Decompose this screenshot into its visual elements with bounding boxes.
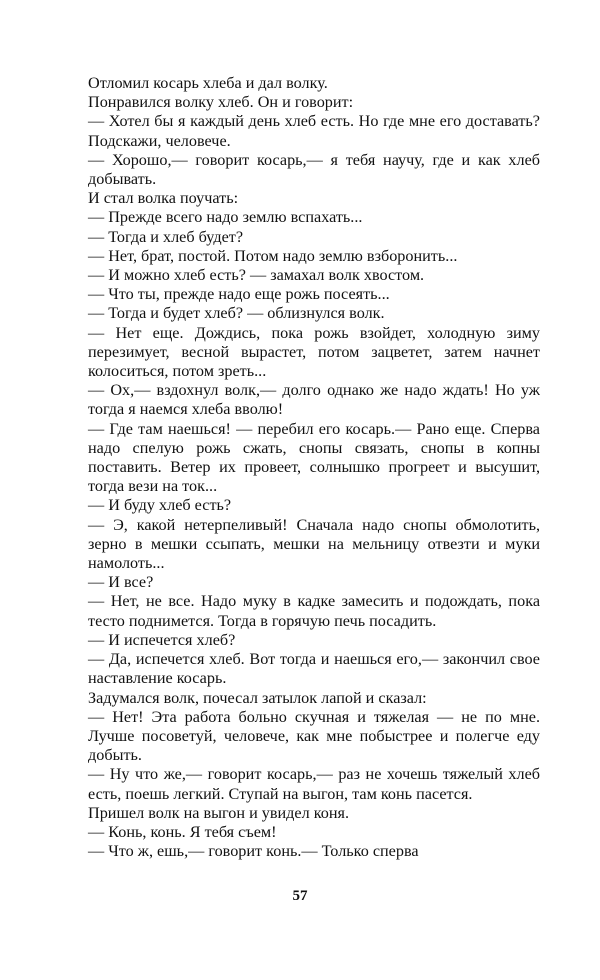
paragraph: — Где там наешься! — перебил его косарь.— Рано еще. Сперва надо спелую рожь сжать, снопы связать, снопы в копны поставить. Ветер их провеет, солнышко прогреет и высушит, тогда вези на ток... <box>88 419 540 496</box>
paragraph: — Тогда и хлеб будет? <box>88 227 244 246</box>
paragraph: — Нет, брат, постой. Потом надо землю взборонить... <box>88 246 458 265</box>
paragraph: И стал волка поучать: <box>88 189 239 208</box>
paragraph: — Что ты, прежде надо еще рожь посеять... <box>88 285 390 304</box>
paragraph: — Нет! Эта работа больно скучная и тяжелая — не по мне. Лучше посоветуй, человече, как мне побыстрее и полегче еду добыть. <box>88 707 540 765</box>
paragraph: Задумался волк, почесал затылок лапой и сказал: <box>88 688 427 707</box>
paragraph: — Нет, не все. Надо муку в кадке замесить и подождать, пока тесто поднимется. Тогда в горячую печь посадить. <box>88 592 540 630</box>
page-text-body <box>88 74 540 861</box>
paragraph: Отломил косарь хлеба и дал волку. <box>88 74 328 92</box>
paragraph: — Э, какой нетерпеливый! Сначала надо снопы обмолотить, зерно в мешки ссыпать, мешки на мельницу отвезти и муки намолоть... <box>88 515 540 573</box>
paragraph: Понравился волку хлеб. Он и говорит: <box>88 93 354 112</box>
paragraph: — Тогда и будет хлеб? — облизнулся волк. <box>88 304 385 323</box>
paragraph: — Прежде всего надо землю вспахать... <box>88 208 363 227</box>
paragraph: — Что ж, ешь,— говорит конь.— Только сперва <box>88 842 419 861</box>
paragraph: Пришел волк на выгон и увидел коня. <box>88 803 350 822</box>
paragraph: — И испечется хлеб? <box>88 630 236 649</box>
paragraph: — И буду хлеб есть? <box>88 496 232 515</box>
paragraph: — Конь, конь. Я тебя съем! <box>88 822 277 841</box>
paragraph: — Ну что же,— говорит косарь,— раз не хочешь тяжелый хлеб есть, поешь легкий. Ступай на выгон, там конь пасется. <box>88 765 540 803</box>
paragraph: — И все? <box>88 573 154 592</box>
paragraph: — Да, испечется хлеб. Вот тогда и наешься его,— закончил свое наставление косарь. <box>88 650 540 688</box>
page-number: 57 <box>292 888 308 904</box>
paragraph: — И можно хлеб есть? — замахал волк хвостом. <box>88 266 425 285</box>
paragraph: — Хорошо,— говорит косарь,— я тебя научу, где и как хлеб добывать. <box>88 150 540 189</box>
paragraph: — Ох,— вздохнул волк,— долго однако же надо ждать! Но уж тогда я наемся хлеба вволю! <box>88 381 540 419</box>
paragraph: — Хотел бы я каждый день хлеб есть. Но где мне его доставать? Подскажи, человече. <box>88 112 540 150</box>
paragraph: — Нет еще. Дождись, пока рожь взойдет, холодную зиму перезимует, весной вырастет, потом зацветет, затем начнет колоситься, потом зреть... <box>88 323 540 381</box>
